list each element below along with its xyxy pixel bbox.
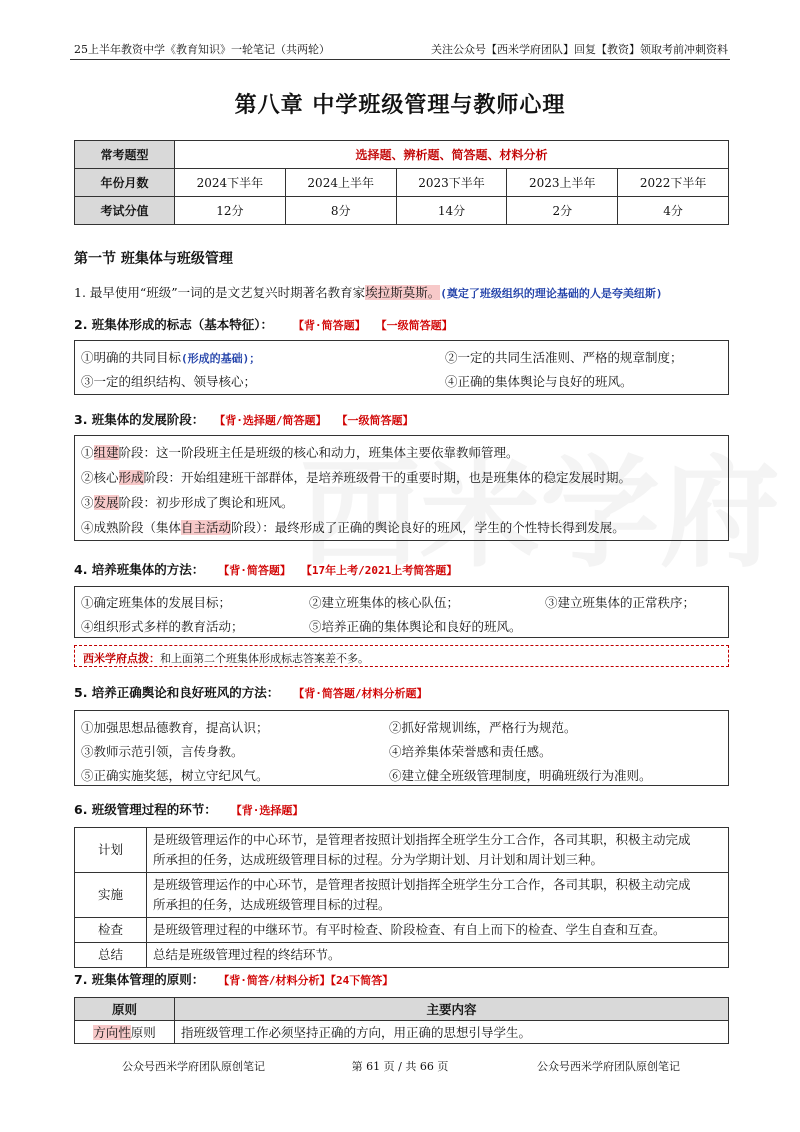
item-7-tag-2: 【24下简答】 [330, 974, 394, 987]
item-3-tag-2: 【一级简答题】 [336, 414, 414, 427]
process-desc: 总结是班级管理过程的终结环节。 [147, 943, 729, 968]
box-row [75, 762, 728, 786]
item-4-box [74, 586, 729, 638]
column-header: 原则 [75, 998, 175, 1021]
box-row [75, 439, 728, 464]
item-5-heading [74, 683, 428, 701]
year-cell: 2023上半年 [507, 169, 618, 197]
list-item: ③建立班集体的正常秩序； [545, 595, 696, 610]
list-item: ④正确的集体舆论与良好的班风。 [445, 374, 633, 389]
item-3-heading [74, 410, 414, 428]
year-cell: 2024上半年 [285, 169, 396, 197]
table-row [75, 197, 729, 225]
table-row [75, 918, 729, 943]
row-label: 常考题型 [75, 141, 175, 169]
box-row [75, 613, 728, 637]
process-step: 检查 [75, 918, 147, 943]
tip-box [74, 645, 729, 667]
list-item: ⑥建立健全班级管理制度，明确班级行为准则。 [389, 768, 652, 783]
section-title: 第一节 班集体与班级管理 [74, 251, 233, 267]
item-5-title: 5. 培养正确舆论和良好班风的方法： [74, 685, 280, 700]
table-row [75, 169, 729, 197]
item-1 [74, 283, 662, 301]
list-item: ①加强思想品德教育，提高认识； [81, 720, 269, 735]
footer-left: 公众号西米学府团队原创笔记 [122, 1060, 265, 1073]
item-4-tag-1: 【背·简答题】 [218, 564, 291, 577]
item-1-highlight: 埃拉斯莫斯。 [365, 285, 441, 300]
score-cell: 12分 [175, 197, 286, 225]
column-header: 主要内容 [175, 998, 729, 1021]
item-6-tag-1: 【背·选择题】 [230, 804, 304, 817]
score-cell: 8分 [285, 197, 396, 225]
box-row [75, 738, 728, 762]
item-3-box [74, 435, 729, 541]
process-step: 总结 [75, 943, 147, 968]
tip-label: 西米学府点拨： [83, 652, 160, 665]
list-item: ①组建阶段：这一阶段班主任是班级的核心和动力，班集体主要依靠教师管理。 [81, 445, 519, 460]
table-row [75, 873, 729, 918]
item-7-tag-1: 【背·简答/材料分析】 [218, 974, 331, 987]
year-cell: 2022下半年 [618, 169, 729, 197]
table-header-row [75, 998, 729, 1021]
row-label: 考试分值 [75, 197, 175, 225]
table-row [75, 141, 729, 169]
year-cell: 2024下半年 [175, 169, 286, 197]
score-cell: 2分 [507, 197, 618, 225]
item-6-title: 6. 班级管理过程的环节： [74, 802, 217, 817]
page-number: 第 61 页 / 共 66 页 [351, 1060, 449, 1073]
tip-text: 和上面第二个班集体形成标志答案差不多。 [160, 652, 369, 665]
item-5-tag-1: 【背·简答题/材料分析题】 [293, 687, 428, 700]
score-cell: 14分 [396, 197, 507, 225]
list-item: ②抓好常规训练，严格行为规范。 [389, 720, 577, 735]
list-item: ③发展阶段：初步形成了舆论和班风。 [81, 495, 294, 510]
item-2-tag-1: 【背·简答题】 [293, 319, 366, 332]
list-item: ⑤正确实施奖惩，树立守纪风气。 [81, 768, 269, 783]
box-row [75, 344, 728, 368]
year-cell: 2023下半年 [396, 169, 507, 197]
table-row [75, 828, 729, 873]
list-item: ①确定班集体的发展目标； [81, 595, 232, 610]
table-row [75, 943, 729, 968]
question-types: 选择题、辨析题、简答题、材料分析 [175, 141, 729, 169]
exam-info-table [74, 140, 729, 225]
process-desc: 是班级管理过程的中继环节。有平时检查、阶段检查、有自上而下的检查、学生自查和互查。 [147, 918, 729, 943]
list-item: ③教师示范引领，言传身教。 [81, 744, 244, 759]
box-row [75, 714, 728, 738]
box-row [75, 368, 728, 392]
item-2-tag-2: 【一级简答题】 [375, 319, 453, 332]
item-2-box [74, 340, 729, 395]
list-item: ①明确的共同目标(形成的基础)； [81, 350, 261, 365]
item-5-box [74, 710, 729, 786]
item-3-tag-1: 【背·选择题/简答题】 [214, 414, 327, 427]
item-7-title: 7. 班集体管理的原则： [74, 972, 205, 987]
item-1-text: 1. 最早使用“班级”一词的是文艺复兴时期著名教育家 [74, 285, 366, 300]
header-right-text: 关注公众号【西米学府团队】回复【教资】领取考前冲刺资料 [431, 43, 728, 56]
list-item: ③一定的组织结构、领导核心； [81, 374, 257, 389]
header-left-text: 25上半年教资中学《教育知识》一轮笔记（共两轮） [74, 43, 330, 56]
item-4-heading [74, 560, 457, 578]
row-label: 年份月数 [75, 169, 175, 197]
process-table [74, 827, 729, 968]
principle-desc: 指班级管理工作必须坚持正确的方向，用正确的思想引导学生。 [175, 1021, 729, 1044]
list-item: ⑤培养正确的集体舆论和良好的班风。 [309, 619, 522, 634]
list-item: ②建立班集体的核心队伍； [309, 595, 460, 610]
list-item: ④组织形式多样的教育活动； [81, 619, 244, 634]
item-2-title: 2. 班集体形成的标志（基本特征）： [74, 317, 274, 332]
process-step: 计划 [75, 828, 147, 873]
process-desc: 是班级管理运作的中心环节，是管理者按照计划指挥全班学生分工合作，各司其职，积极主动完成 所承担的任务，达成班级管理目标的过程。分为学期计划、月计划和周计划三种。 [147, 828, 729, 873]
item-3-title: 3. 班集体的发展阶段： [74, 412, 205, 427]
box-row [75, 514, 728, 539]
score-cell: 4分 [618, 197, 729, 225]
list-item: ④成熟阶段（集体自主活动阶段）：最终形成了正确的舆论良好的班风，学生的个性特长得到发展。 [81, 520, 625, 535]
item-7-heading [74, 970, 393, 988]
box-row [75, 589, 728, 613]
process-step: 实施 [75, 873, 147, 918]
item-6-heading [74, 800, 303, 818]
item-4-tag-2: 【17年上考/2021上考简答题】 [300, 564, 458, 577]
box-row [75, 464, 728, 489]
list-item: ②核心形成阶段：开始组建班干部群体，是培养班级骨干的重要时期，也是班集体的稳定发展时期。 [81, 470, 632, 485]
chapter-title: 第八章 中学班级管理与教师心理 [234, 93, 566, 118]
principle-table [74, 997, 729, 1044]
box-row [75, 489, 728, 514]
principle-name: 方向性原则 [75, 1021, 175, 1044]
footer-right: 公众号西米学府团队原创笔记 [537, 1060, 680, 1073]
page-header [70, 38, 730, 60]
item-1-note: (奠定了班级组织的理论基础的人是夸美纽斯) [440, 287, 663, 300]
process-desc: 是班级管理运作的中心环节，是管理者按照计划指挥全班学生分工合作，各司其职，积极主动完成 所承担的任务，达成班级管理目标的过程。 [147, 873, 729, 918]
list-item: ④培养集体荣誉感和责任感。 [389, 744, 552, 759]
item-2-heading [74, 315, 453, 333]
item-4-title: 4. 培养班集体的方法： [74, 562, 205, 577]
table-row [75, 1021, 729, 1044]
list-item: ②一定的共同生活准则、严格的规章制度； [445, 350, 683, 365]
